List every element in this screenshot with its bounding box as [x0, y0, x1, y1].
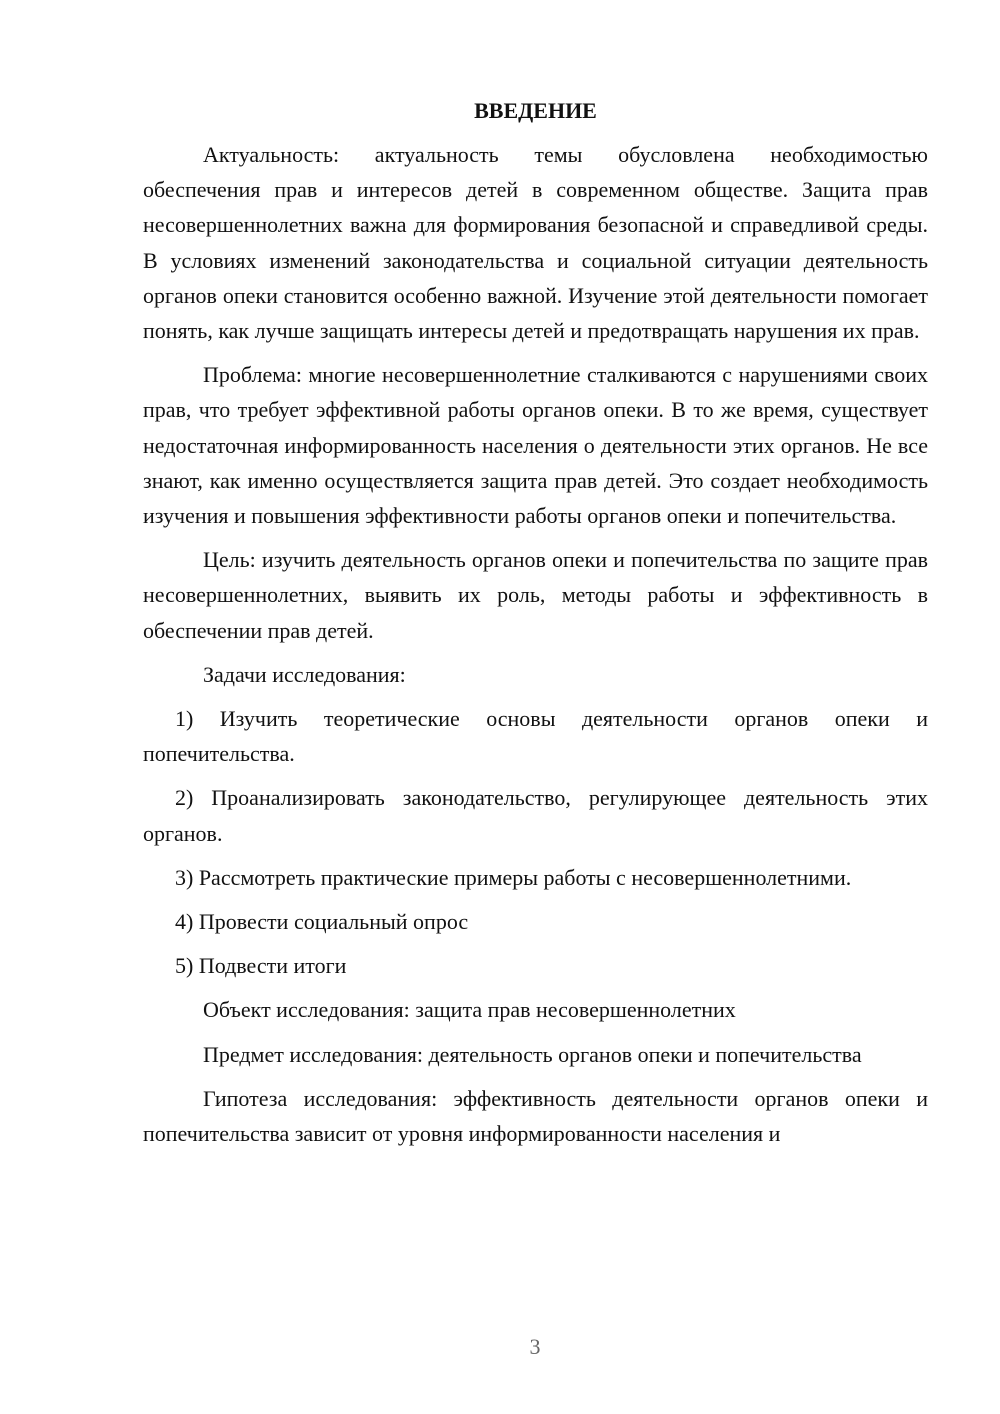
list-item-task-1: 1) Изучить теоретические основы деятельности органов опеки и попечительства. [143, 706, 928, 767]
document-body [143, 93, 928, 1160]
paragraph-object: Объект исследования: защита прав несовершеннолетних [203, 997, 736, 1023]
paragraph-problem: Проблема: многие несовершеннолетние сталкиваются с нарушениями своих прав, что требует эффективной работы органов опеки. В то же время, существует недостаточная информированность населения о деятельности этих органов. Не все знают, как именно осуществляется защита прав детей. Это создает необходимость изучения и повышения эффективности работы органов опеки и попечительства. [143, 362, 928, 529]
paragraph-tasks-heading: Задачи исследования: [203, 661, 406, 687]
paragraph-subject: Предмет исследования: деятельность органов опеки и попечительства [203, 1041, 862, 1067]
paragraph-goal: Цель: изучить деятельность органов опеки и попечительства по защите прав несовершеннолетних, выявить их роль, методы работы и эффективность в обеспечении прав детей. [143, 547, 928, 643]
page-number: 3 [529, 1334, 541, 1359]
list-item-task-3: 3) Рассмотреть практические примеры работы с несовершеннолетними. [175, 864, 852, 890]
section-heading: ВВЕДЕНИЕ [474, 98, 597, 123]
paragraph-relevance: Актуальность: актуальность темы обусловлена необходимостью обеспечения прав и интересов детей в современном обществе. Защита прав несовершеннолетних важна для формирования безопасной и справедливой среды. В условиях изменений законодательства и социальной ситуации деятельность органов опеки становится особенно важной. Изучение этой деятельности помогает понять, как лучше защищать интересы детей и предотвращать нарушения их прав. [143, 142, 928, 344]
page-number-footer [0, 1332, 1000, 1362]
list-item-task-2: 2) Проанализировать законодательство, регулирующее деятельность этих органов. [143, 785, 928, 846]
paragraph-hypothesis: Гипотеза исследования: эффективность деятельности органов опеки и попечительства зависит от уровня информированности населения и [143, 1085, 928, 1147]
list-item-task-5: 5) Подвести итоги [175, 953, 347, 979]
list-item-task-4: 4) Провести социальный опрос [175, 909, 469, 935]
